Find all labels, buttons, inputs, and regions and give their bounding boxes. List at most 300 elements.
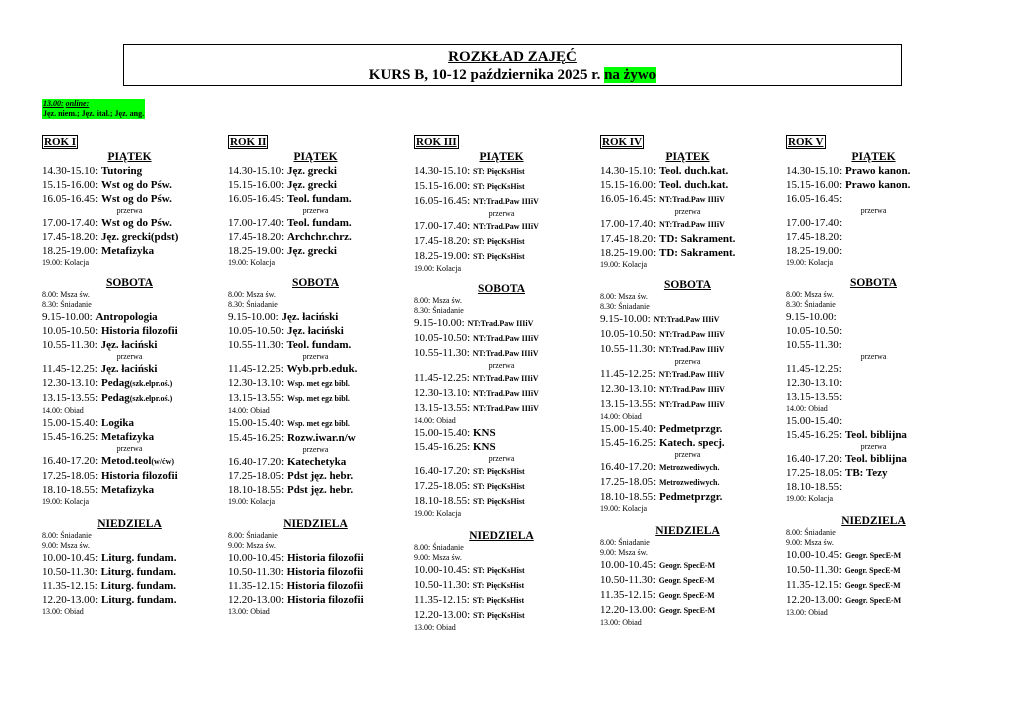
class-subject: Wyb.prb.eduk. xyxy=(286,363,358,375)
year-column xyxy=(786,132,961,618)
class-time: 10.50-11.30: xyxy=(42,566,98,578)
class-time: 14.30-15.10: xyxy=(414,165,471,177)
class-subject-small: NT:Trad.Paw IIIiV xyxy=(472,222,539,231)
class-subject: Liturg. fundam. xyxy=(100,594,177,606)
break-label: przerwa xyxy=(302,445,329,454)
class-entry xyxy=(600,164,775,178)
meal-or-mass-entry: 9.00: Msza św. xyxy=(42,541,90,550)
class-subject: Teol. duch.kat. xyxy=(658,165,729,177)
year-label: ROK IV xyxy=(602,136,643,148)
class-subject-small: (szk.elpr.oś.) xyxy=(129,394,173,403)
class-time: 15.15-16.00: xyxy=(786,179,843,191)
class-entry xyxy=(42,338,217,352)
meal-or-mass-entry: 13.00: Obiad xyxy=(600,618,642,627)
day-spacer xyxy=(600,514,775,524)
class-time: 18.25-19.00: xyxy=(228,245,285,257)
meal-or-mass-entry: 19.00: Kolacja xyxy=(228,497,276,506)
class-subject: Liturg. fundam. xyxy=(100,580,177,592)
class-subject: Wst og do Pśw. xyxy=(100,179,172,191)
class-entry xyxy=(414,249,589,264)
class-time: 12.20-13.00: xyxy=(600,604,657,616)
class-subject-small: NT:Trad.Paw IIIiV xyxy=(472,349,539,358)
class-subject: Historia filozofii xyxy=(100,325,178,337)
meal-or-mass-entry: 19.00: Kolacja xyxy=(42,497,90,506)
class-subject-small: NT:Trad.Paw IIIiV xyxy=(472,197,539,206)
day-heading: PIĄTEK xyxy=(479,151,524,163)
class-time: 16.40-17.20: xyxy=(600,461,657,473)
class-time: 11.35-12.15: xyxy=(414,594,470,606)
class-entry xyxy=(600,382,775,397)
meal-or-mass-entry: 8.00: Msza św. xyxy=(228,290,276,299)
class-time: 10.50-11.30: xyxy=(600,574,656,586)
class-subject-small: Wsp. met egz bibl. xyxy=(286,419,350,428)
class-subject: Historia filozofii xyxy=(286,566,364,578)
class-subject-small: ST: PięcKsHist xyxy=(472,497,525,506)
break-label: przerwa xyxy=(674,207,701,216)
class-subject: Jęz. łaciński xyxy=(281,311,339,323)
class-subject: Jęz. grecki(pdst) xyxy=(100,231,179,243)
class-entry xyxy=(228,376,403,391)
meal-or-mass-entry: 8.30: Śniadanie xyxy=(228,300,278,309)
class-entry xyxy=(600,436,775,450)
class-time: 10.55-11.30: xyxy=(786,339,842,351)
class-entry xyxy=(414,331,589,346)
class-time: 12.20-13.00: xyxy=(786,594,843,606)
class-entry xyxy=(600,460,775,475)
class-entry xyxy=(228,579,403,593)
class-subject: Katechetyka xyxy=(286,456,347,468)
class-subject: Teol. fundam. xyxy=(286,217,352,229)
class-time: 10.05-10.50: xyxy=(600,328,657,340)
break-label: przerwa xyxy=(674,450,701,459)
class-entry xyxy=(414,179,589,194)
class-time: 15.15-16.00: xyxy=(228,179,285,191)
class-time: 15.15-16.00: xyxy=(600,179,657,191)
class-entry xyxy=(414,593,589,608)
class-subject-small: ST: PięcKsHist xyxy=(472,237,525,246)
class-entry xyxy=(42,216,217,230)
class-time: 10.05-10.50: xyxy=(228,325,285,337)
class-time: 16.05-16.45: xyxy=(600,193,657,205)
class-time: 17.25-18.05: xyxy=(228,470,285,482)
class-time: 18.25-19.00: xyxy=(42,245,99,257)
class-entry xyxy=(42,469,217,483)
class-subject-small: ST: PięcKsHist xyxy=(472,611,525,620)
class-time: 9.15-10.00: xyxy=(228,311,279,323)
year-label: ROK II xyxy=(230,136,267,148)
class-subject: Katech. specj. xyxy=(658,437,725,449)
class-entry xyxy=(228,164,403,178)
class-entry xyxy=(42,192,217,206)
class-time: 10.00-10.45: xyxy=(414,564,471,576)
class-subject-small: Wsp. met egz bibl. xyxy=(286,379,350,388)
class-entry xyxy=(42,310,217,324)
class-entry xyxy=(228,178,403,192)
class-subject: Jęz. łaciński xyxy=(100,339,158,351)
day-heading: SOBOTA xyxy=(849,277,898,289)
class-entry xyxy=(786,244,961,258)
meal-or-mass-entry: 8.30: Śniadanie xyxy=(786,300,836,309)
class-time: 9.15-10.00: xyxy=(414,317,465,329)
day-spacer xyxy=(414,274,589,282)
class-time: 13.15-13.55: xyxy=(228,392,285,404)
class-entry xyxy=(228,230,403,244)
class-subject-small: NT:Trad.Paw IIIiV xyxy=(467,319,534,328)
class-time: 18.25-19.00: xyxy=(600,247,657,259)
class-time: 18.10-18.55: xyxy=(228,484,285,496)
class-subject: Rozw.iwar.n/w xyxy=(286,432,356,444)
class-subject: Tutoring xyxy=(100,165,143,177)
class-entry xyxy=(786,310,961,324)
class-entry xyxy=(786,452,961,466)
class-subject-small: Wsp. met egz bibl. xyxy=(286,394,350,403)
class-time: 13.15-13.55: xyxy=(786,391,843,403)
class-subject-small: NT:Trad.Paw IIIiV xyxy=(653,315,720,324)
class-entry xyxy=(414,371,589,386)
class-entry xyxy=(414,386,589,401)
class-entry xyxy=(786,578,961,593)
page-title: ROZKŁAD ZAJĘĆ xyxy=(448,49,577,65)
class-time: 12.30-13.10: xyxy=(414,387,471,399)
class-subject-small: Geogr. SpecE-M xyxy=(658,606,716,615)
class-time: 15.45-16.25: xyxy=(786,429,843,441)
class-time: 18.10-18.55: xyxy=(42,484,99,496)
class-entry xyxy=(786,216,961,230)
class-entry xyxy=(414,578,589,593)
class-time: 10.55-11.30: xyxy=(42,339,98,351)
class-entry xyxy=(600,558,775,573)
class-time: 16.05-16.45: xyxy=(414,195,471,207)
online-label: online: xyxy=(65,99,90,108)
class-time: 14.30-15.10: xyxy=(786,165,843,177)
class-time: 16.05-16.45: xyxy=(42,193,99,205)
class-time: 10.00-10.45: xyxy=(42,552,99,564)
class-subject-small: Geogr. SpecE-M xyxy=(844,581,901,590)
year-column xyxy=(414,132,589,633)
class-entry xyxy=(786,414,961,428)
live-highlight: na żywo xyxy=(604,67,657,83)
class-subject: Jęz. grecki xyxy=(286,245,337,257)
class-subject-small: Geogr. SpecE-M xyxy=(844,566,901,575)
class-subject-small: ST: PięcKsHist xyxy=(472,596,525,605)
class-subject: KNS xyxy=(472,427,496,439)
meal-or-mass-entry: 19.00: Kolacja xyxy=(228,258,276,267)
meal-or-mass-entry: 8.30: Śniadanie xyxy=(600,302,650,311)
class-time: 17.00-17.40: xyxy=(42,217,99,229)
class-time: 9.15-10.00: xyxy=(786,311,837,323)
class-time: 17.45-18.20: xyxy=(600,233,657,245)
break-label: przerwa xyxy=(488,454,515,463)
meal-or-mass-entry: 9.00: Msza św. xyxy=(600,548,648,557)
class-entry xyxy=(786,593,961,608)
day-heading: SOBOTA xyxy=(291,277,340,289)
class-subject-small: NT:Trad.Paw IIIiV xyxy=(658,220,725,229)
class-time: 12.30-13.10: xyxy=(786,377,843,389)
class-entry xyxy=(414,426,589,440)
class-entry xyxy=(600,217,775,232)
class-subject: Jęz. grecki xyxy=(286,165,337,177)
meal-or-mass-entry: 8.00: Msza św. xyxy=(414,296,462,305)
day-heading: NIEDZIELA xyxy=(655,525,720,537)
class-entry xyxy=(600,192,775,207)
class-entry xyxy=(600,342,775,357)
class-subject-small: Geogr. SpecE-M xyxy=(844,596,902,605)
break-label: przerwa xyxy=(860,442,887,451)
class-time: 10.50-11.30: xyxy=(786,564,842,576)
class-time: 12.20-13.00: xyxy=(42,594,99,606)
class-time: 11.45-12.25: xyxy=(786,363,842,375)
class-time: 17.25-18.05: xyxy=(414,480,471,492)
class-time: 18.10-18.55: xyxy=(414,495,471,507)
class-subject: Wst og do Pśw. xyxy=(100,217,172,229)
class-entry xyxy=(42,483,217,497)
class-subject: Historia filozofii xyxy=(286,552,364,564)
class-entry xyxy=(228,362,403,376)
class-entry xyxy=(42,579,217,593)
class-entry xyxy=(228,593,403,607)
class-time: 9.15-10.00: xyxy=(600,313,651,325)
class-subject: Teol. biblijna xyxy=(844,453,907,465)
class-time: 18.25-19.00: xyxy=(414,250,471,262)
class-entry xyxy=(42,362,217,376)
class-entry xyxy=(42,454,217,469)
class-entry xyxy=(228,416,403,431)
class-subject: TD: Sakrament. xyxy=(658,233,736,245)
class-subject-small: ST: PięcKsHist xyxy=(472,566,525,575)
class-entry xyxy=(786,548,961,563)
class-entry xyxy=(600,475,775,490)
class-subject: Pedag xyxy=(100,392,130,404)
meal-or-mass-entry: 19.00: Kolacja xyxy=(42,258,90,267)
break-label: przerwa xyxy=(302,206,329,215)
break-label: przerwa xyxy=(302,352,329,361)
class-subject: Archchr.chrz. xyxy=(286,231,352,243)
class-subject: Metafizyka xyxy=(100,245,155,257)
class-subject: Logika xyxy=(100,417,134,429)
class-time: 17.25-18.05: xyxy=(786,467,843,479)
meal-or-mass-entry: 14.00: Obiad xyxy=(414,416,456,425)
class-time: 10.00-10.45: xyxy=(786,549,843,561)
class-time: 15.15-16.00: xyxy=(414,180,471,192)
day-heading: PIĄTEK xyxy=(851,151,896,163)
class-subject-small: Geogr. SpecE-M xyxy=(844,551,902,560)
class-entry xyxy=(414,219,589,234)
day-spacer xyxy=(786,504,961,514)
class-subject: Prawo kanon. xyxy=(844,179,911,191)
class-time: 10.00-10.45: xyxy=(600,559,657,571)
class-subject-small: NT:Trad.Paw IIIiV xyxy=(658,370,725,379)
class-entry xyxy=(228,192,403,206)
day-heading: NIEDZIELA xyxy=(469,530,534,542)
class-entry xyxy=(414,401,589,416)
class-time: 15.00-15.40: xyxy=(786,415,843,427)
class-entry xyxy=(42,376,217,391)
meal-or-mass-entry: 8.00: Śniadanie xyxy=(42,531,92,540)
class-time: 10.05-10.50: xyxy=(414,332,471,344)
class-time: 13.15-13.55: xyxy=(414,402,471,414)
class-time: 11.35-12.15: xyxy=(228,580,284,592)
class-entry xyxy=(600,397,775,412)
day-heading: NIEDZIELA xyxy=(841,515,906,527)
day-heading: PIĄTEK xyxy=(107,151,152,163)
class-time: 18.10-18.55: xyxy=(786,481,843,493)
class-time: 10.50-11.30: xyxy=(228,566,284,578)
class-entry xyxy=(414,346,589,361)
meal-or-mass-entry: 13.00: Obiad xyxy=(228,607,270,616)
class-subject: Pedag xyxy=(100,377,130,389)
class-time: 14.30-15.10: xyxy=(600,165,657,177)
break-label: przerwa xyxy=(860,352,887,361)
class-subject-small: Geogr. SpecE-M xyxy=(658,591,715,600)
year-label: ROK III xyxy=(416,136,457,148)
class-subject: Prawo kanon. xyxy=(844,165,911,177)
class-time: 18.10-18.55: xyxy=(600,491,657,503)
class-entry xyxy=(600,490,775,504)
day-spacer xyxy=(42,507,217,517)
class-entry xyxy=(600,232,775,246)
class-entry xyxy=(42,593,217,607)
day-spacer xyxy=(786,268,961,276)
class-time: 13.15-13.55: xyxy=(600,398,657,410)
class-subject-small: NT:Trad.Paw IIIiV xyxy=(472,404,539,413)
meal-or-mass-entry: 8.00: Msza św. xyxy=(600,292,648,301)
class-entry xyxy=(228,338,403,352)
class-entry xyxy=(786,376,961,390)
class-subject: Teol. fundam. xyxy=(286,193,352,205)
class-time: 15.45-16.25: xyxy=(42,431,99,443)
class-entry xyxy=(228,244,403,258)
class-entry xyxy=(42,244,217,258)
class-time: 15.00-15.40: xyxy=(600,423,657,435)
class-subject-small: NT:Trad.Paw IIIiV xyxy=(658,330,725,339)
class-subject: Teol. duch.kat. xyxy=(658,179,729,191)
class-time: 16.40-17.20: xyxy=(228,456,285,468)
day-spacer xyxy=(228,507,403,517)
class-subject-small: ST: PięcKsHist xyxy=(472,482,525,491)
class-time: 16.40-17.20: xyxy=(42,455,99,467)
meal-or-mass-entry: 14.00: Obiad xyxy=(600,412,642,421)
class-time: 17.45-18.20: xyxy=(42,231,99,243)
class-time: 9.15-10.00: xyxy=(42,311,93,323)
class-time: 18.25-19.00: xyxy=(786,245,843,257)
class-entry xyxy=(786,338,961,352)
class-subject: Metod.teol xyxy=(100,455,152,467)
class-entry xyxy=(786,192,961,206)
class-entry xyxy=(228,324,403,338)
class-entry xyxy=(414,608,589,623)
day-spacer xyxy=(600,270,775,278)
year-label: ROK V xyxy=(788,136,824,148)
class-entry xyxy=(414,563,589,578)
class-subject: Pdst jęz. hebr. xyxy=(286,470,354,482)
class-entry xyxy=(786,563,961,578)
meal-or-mass-entry: 13.00: Obiad xyxy=(786,608,828,617)
class-entry xyxy=(786,428,961,442)
class-subject-small: Geogr. SpecE-M xyxy=(658,576,715,585)
class-entry xyxy=(414,234,589,249)
class-entry xyxy=(228,469,403,483)
break-label: przerwa xyxy=(488,361,515,370)
class-subject: Pedmetprzgr. xyxy=(658,423,723,435)
class-entry xyxy=(414,440,589,454)
class-subject: Historia filozofii xyxy=(286,580,364,592)
class-subject-small: NT:Trad.Paw IIIiV xyxy=(658,345,725,354)
class-time: 17.00-17.40: xyxy=(228,217,285,229)
class-subject: TD: Sakrament. xyxy=(658,247,736,259)
day-heading: NIEDZIELA xyxy=(283,518,348,530)
page-subtitle xyxy=(124,66,901,84)
class-subject: Teol. fundam. xyxy=(286,339,352,351)
class-time: 16.40-17.20: xyxy=(786,453,843,465)
class-entry xyxy=(228,216,403,230)
online-notice xyxy=(42,99,145,119)
class-time: 15.00-15.40: xyxy=(414,427,471,439)
class-time: 15.15-16.00: xyxy=(42,179,99,191)
class-subject-small: Metrozwediwych. xyxy=(658,463,720,472)
class-entry xyxy=(42,551,217,565)
class-time: 16.05-16.45: xyxy=(228,193,285,205)
class-time: 15.00-15.40: xyxy=(228,417,285,429)
class-time: 10.05-10.50: xyxy=(42,325,99,337)
class-time: 17.00-17.40: xyxy=(600,218,657,230)
class-subject: Antropologia xyxy=(95,311,158,323)
class-time: 11.45-12.25: xyxy=(228,363,284,375)
class-entry xyxy=(42,164,217,178)
class-subject: Jęz. łaciński xyxy=(100,363,158,375)
class-entry xyxy=(600,573,775,588)
class-entry xyxy=(600,327,775,342)
day-heading: PIĄTEK xyxy=(293,151,338,163)
meal-or-mass-entry: 8.00: Msza św. xyxy=(42,290,90,299)
class-entry xyxy=(786,230,961,244)
break-label: przerwa xyxy=(116,444,143,453)
class-subject: KNS xyxy=(472,441,496,453)
class-time: 12.30-13.10: xyxy=(600,383,657,395)
online-time: 13.00: xyxy=(43,99,64,108)
class-time: 10.00-10.45: xyxy=(228,552,285,564)
class-entry xyxy=(42,178,217,192)
class-entry xyxy=(42,324,217,338)
class-entry xyxy=(42,230,217,244)
class-entry xyxy=(42,391,217,406)
meal-or-mass-entry: 14.00: Obiad xyxy=(228,406,270,415)
year-column xyxy=(42,132,217,617)
class-time: 17.25-18.05: xyxy=(42,470,99,482)
class-time: 10.50-11.30: xyxy=(414,579,470,591)
class-time: 15.45-16.25: xyxy=(228,432,285,444)
meal-or-mass-entry: 8.00: Śniadanie xyxy=(600,538,650,547)
class-entry xyxy=(228,431,403,445)
class-subject-small: NT:Trad.Paw IIIiV xyxy=(658,195,725,204)
class-subject: TB: Tezy xyxy=(844,467,888,479)
class-time: 14.30-15.10: xyxy=(228,165,285,177)
class-subject: Historia filozofii xyxy=(286,594,364,606)
class-subject-small: (w/ćw) xyxy=(151,457,175,466)
year-label: ROK I xyxy=(44,136,77,148)
class-time: 10.55-11.30: xyxy=(228,339,284,351)
day-spacer xyxy=(228,268,403,276)
class-entry xyxy=(414,194,589,209)
class-entry xyxy=(414,464,589,479)
class-time: 16.05-16.45: xyxy=(786,193,843,205)
schedule-title-box xyxy=(123,44,902,86)
class-entry xyxy=(414,316,589,331)
class-time: 11.35-12.15: xyxy=(786,579,842,591)
class-entry xyxy=(600,367,775,382)
class-entry xyxy=(600,178,775,192)
meal-or-mass-entry: 8.30: Śniadanie xyxy=(42,300,92,309)
class-time: 14.30-15.10: xyxy=(42,165,99,177)
